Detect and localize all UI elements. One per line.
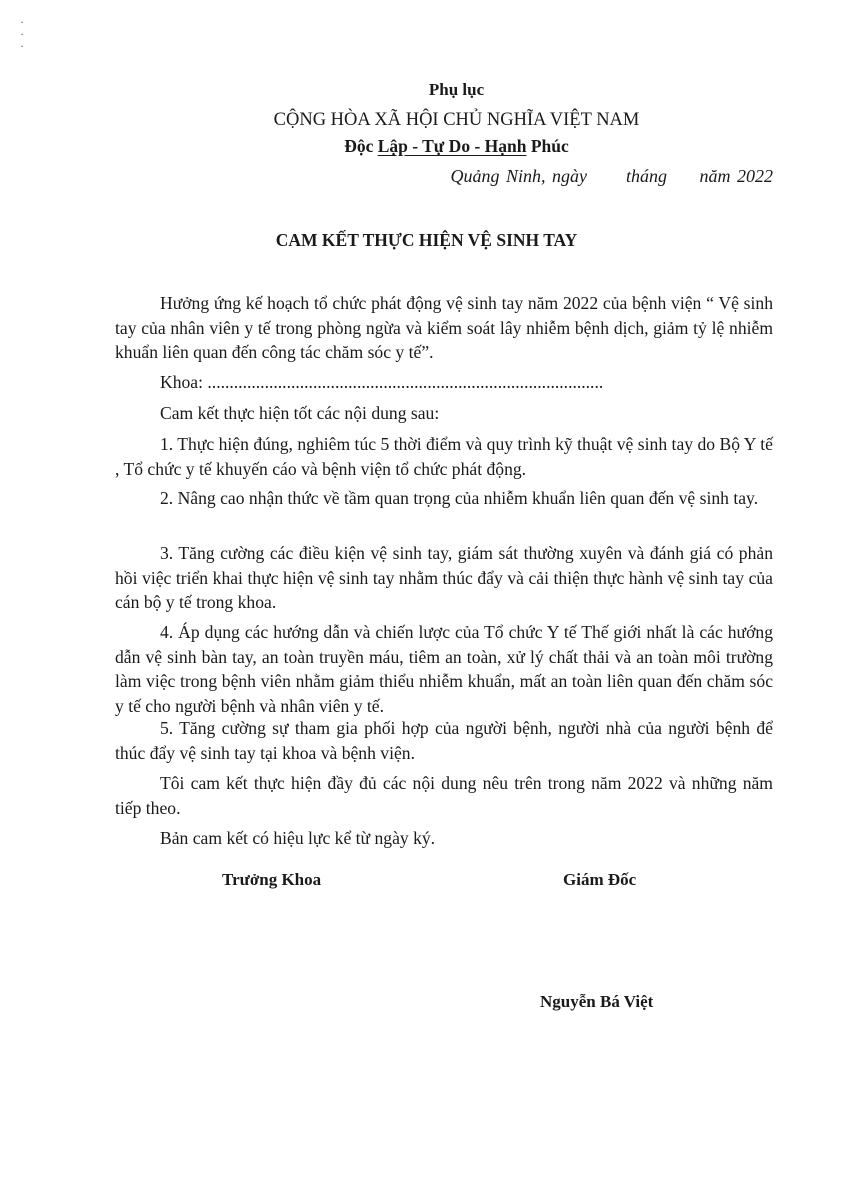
item-3-paragraph (115, 541, 773, 615)
validity-text: Bản cam kết có hiệu lực kể từ ngày ký. (160, 828, 436, 848)
validity-paragraph (115, 826, 773, 851)
item-3-text: 3. Tăng cường các điều kiện vệ sinh tay, giám sát thường xuyên và đánh giá có phản hồi việc triển khai thực hiện vệ sinh tay nhằm thúc đẩy và cải thiện thực hành vệ sinh tay của cán bộ y tế trong khoa. (115, 543, 773, 612)
national-motto (36, 136, 841, 157)
country-name: CỘNG HÒA XÃ HỘI CHỦ NGHĨA VIỆT NAM (273, 110, 640, 130)
item-1-paragraph (115, 432, 773, 481)
scan-mark: · · · (20, 15, 24, 53)
khoa-paragraph (115, 370, 773, 395)
place-date: Quảng Ninh, ngày tháng năm 2022 (450, 166, 773, 186)
motto-prefix: Độc (344, 136, 378, 156)
item-2-text: 2. Nâng cao nhận thức về tầm quan trọng của nhiễm khuẩn liên quan đến vệ sinh tay. (160, 488, 759, 508)
pledge-paragraph (115, 771, 773, 820)
commit-lead-paragraph (115, 401, 773, 426)
intro-text: Hưởng ứng kế hoạch tổ chức phát động vệ sinh tay năm 2022 của bệnh viện “ Vệ sinh tay của nhân viên y tế trong phòng ngừa và kiểm soát lây nhiễm bệnh dịch, giảm tỷ lệ nhiễm khuẩn liên quan đến công tác chăm sóc y tế”. (115, 293, 773, 362)
item-5-text: 5. Tăng cường sự tham gia phối hợp của người bệnh, người nhà của người bệnh để thúc đẩy vệ sinh tay tại khoa và bệnh viện. (115, 718, 773, 763)
document-title: CAM KẾT THỰC HIỆN VỆ SINH TAY (275, 230, 578, 250)
pledge-text: Tôi cam kết thực hiện đầy đủ các nội dung nêu trên trong năm 2022 và những năm tiếp theo. (115, 773, 773, 818)
item-5-paragraph (115, 716, 773, 765)
item-4-paragraph (115, 620, 773, 718)
item-1-text: 1. Thực hiện đúng, nghiêm túc 5 thời điểm và quy trình kỹ thuật vệ sinh tay do Bộ Y tế , Tổ chức y tế khuyến cáo và bệnh viện tổ chức phát động. (115, 434, 773, 479)
item-2-paragraph (115, 486, 773, 511)
commit-lead-text: Cam kết thực hiện tốt các nội dung sau: (160, 403, 440, 423)
item-4-text: 4. Áp dụng các hướng dẫn và chiến lược của Tổ chức Y tế Thế giới nhất là các hướng dẫn vệ sinh bàn tay, an toàn truyền máu, tiêm an toàn, xử lý chất thải và an toàn môi trường làm việc trong bệnh viên nhằm giảm thiểu nhiễm khuẩn, mất an toàn liên quan đến chăm sóc y tế cho người bệnh và nhân viên y tế. (115, 622, 773, 716)
motto-underlined: Lập - Tự Do - Hạnh (377, 136, 527, 156)
director-title: Giám Đốc (563, 870, 637, 889)
department-head-title: Trưởng Khoa (222, 870, 322, 889)
director-name: Nguyễn Bá Việt (540, 992, 654, 1011)
intro-paragraph (115, 291, 773, 365)
appendix-label: Phụ lục (428, 80, 485, 99)
khoa-field: Khoa: .......................................................................................... (160, 372, 604, 392)
motto-suffix: Phúc (526, 136, 569, 156)
